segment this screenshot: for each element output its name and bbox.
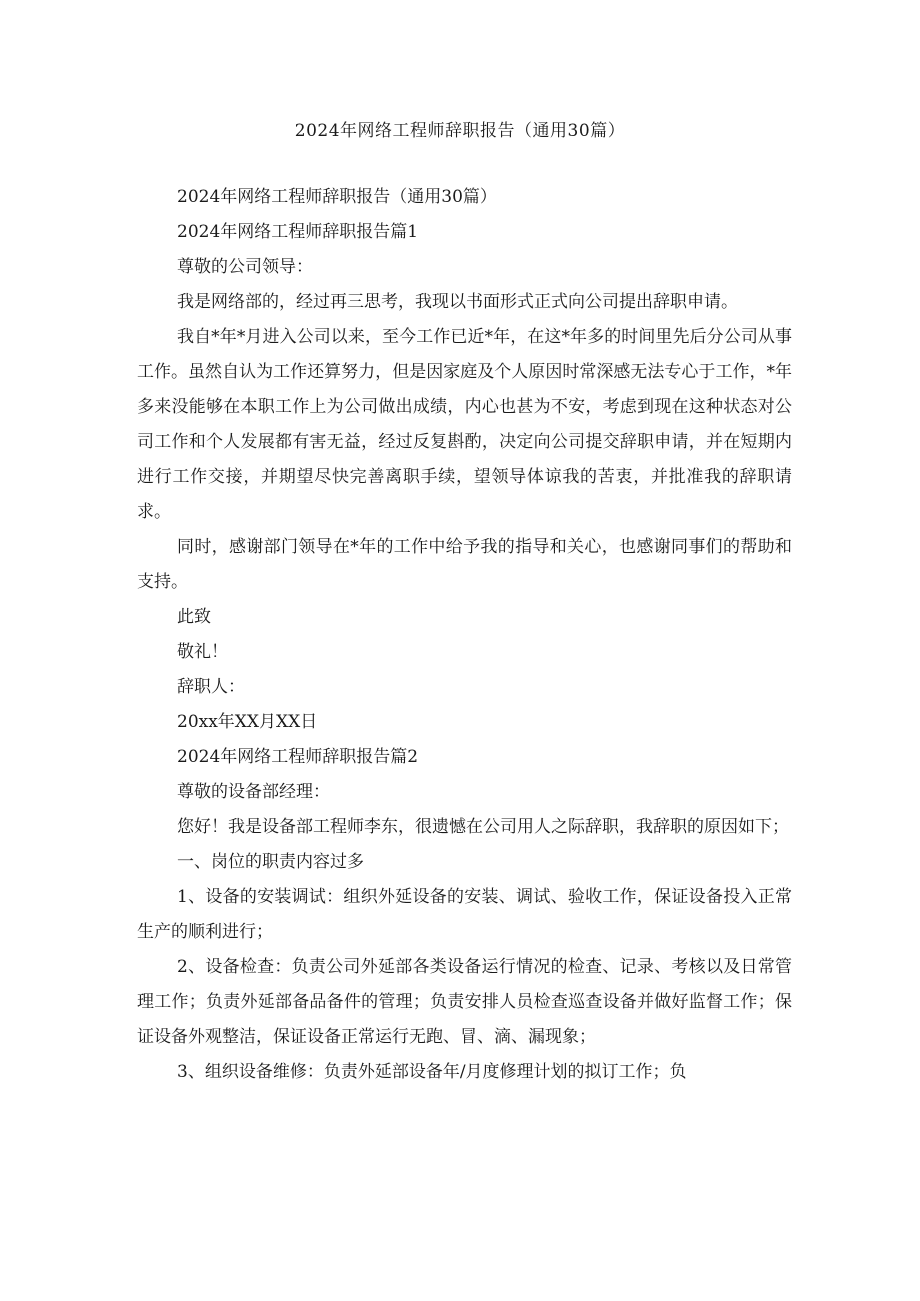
paragraph-list-heading: 一、岗位的职责内容过多 [177,852,364,872]
paragraph-date: 20xx年XX月XX日 [177,712,318,732]
paragraph-list-item-3: 3、组织设备维修：负责外延部设备年/月度修理计划的拟订工作；负 [177,1062,687,1082]
paragraph-body-2: 我自*年*月进入公司以来，至今工作已近*年，在这*年多的时间里先后分公司从事工作。虽然自认为工作还算努力，但是因家庭及个人原因时常深感无法专心于工作，*年多来没能够在本职工作上为公司做出成绩，内心也甚为不安，考虑到现在这种状态对公司工作和个人发展都有害无益，经过反复斟酌，决定向公司提交辞职申请，并在短期内进行工作交接，并期望尽快完善离职手续，望领导体谅我的苦衷，并批准我的辞职请求。 [137,327,792,522]
document-body [137,180,792,1090]
paragraph-list-item-2: 2、设备检查：负责公司外延部各类设备运行情况的检查、记录、考核以及日常管理工作；负责外延部备品备件的管理；负责安排人员检查巡查设备并做好监督工作；保证设备外观整洁，保证设备正常运行无跑、冒、滴、漏现象； [137,957,792,1047]
paragraph-closing-2: 敬礼！ [177,642,228,662]
paragraph-body-3: 同时，感谢部门领导在*年的工作中给予我的指导和关心，也感谢同事们的帮助和支持。 [137,537,792,592]
paragraph-section-1-title: 2024年网络工程师辞职报告篇1 [177,222,419,242]
paragraph-section-2-title: 2024年网络工程师辞职报告篇2 [177,747,419,767]
paragraph-salutation-1: 尊敬的公司领导： [177,257,313,277]
paragraph-body-4: 您好！我是设备部工程师李东，很遗憾在公司用人之际辞职，我辞职的原因如下； [177,817,789,837]
paragraph-list-item-1: 1、设备的安装调试：组织外延设备的安装、调试、验收工作，保证设备投入正常生产的顺利进行； [137,887,792,942]
paragraph-heading: 2024年网络工程师辞职报告（通用30篇） [177,187,497,207]
paragraph-body-1: 我是网络部的，经过再三思考，我现以书面形式正式向公司提出辞职申请。 [177,292,738,312]
document-title: 2024年网络工程师辞职报告（通用30篇） [294,121,626,141]
paragraph-signer: 辞职人： [177,677,245,697]
paragraph-closing-1: 此致 [177,607,211,627]
paragraph-salutation-2: 尊敬的设备部经理： [177,782,330,802]
